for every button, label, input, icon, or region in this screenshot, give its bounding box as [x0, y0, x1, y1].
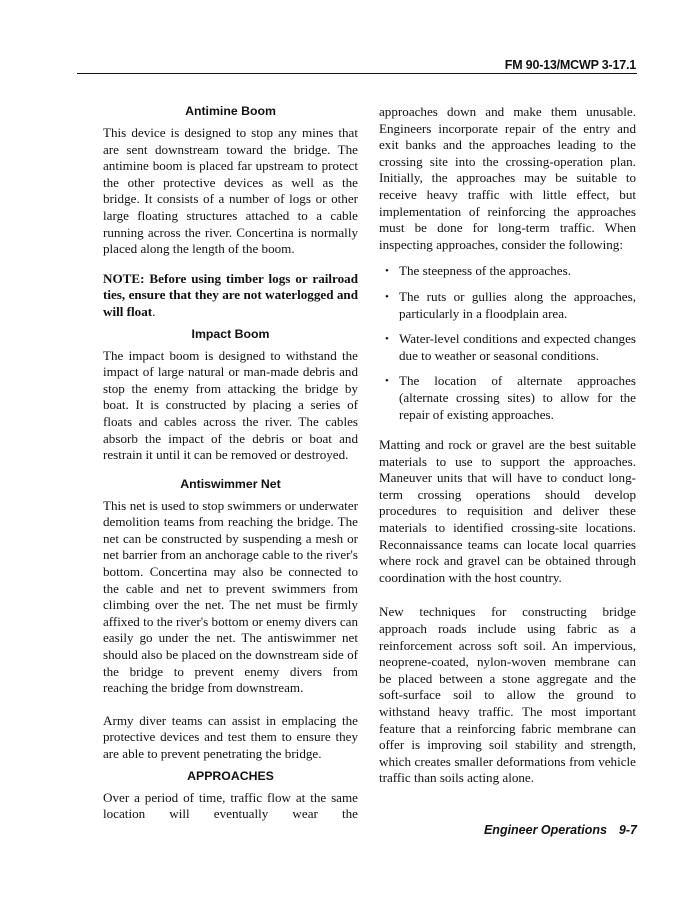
right-column — [379, 104, 636, 800]
list-item: • The ruts or gullies along the approaches, particularly in a floodplain area. — [385, 288, 636, 321]
paragraph-approaches-continued: approaches down and make them unusable. Engineers incorporate repair of the entry and exit banks and the approaches leading to the crossing site into the crossing-operation plan. Initially, the approaches may be suitable to receive heavy traffic with little effect, but implementation of reinforcing the approaches must be done for long-term traffic. When inspecting approaches, consider the following: — [379, 104, 636, 252]
heading-antimine-boom: Antimine Boom — [185, 104, 276, 118]
note-text: NOTE: Before using timber logs or railroad ties, ensure that they are not waterlogged and will float — [103, 270, 358, 319]
paragraph-new-techniques: New techniques for constructing bridge approach roads include using fabric as a reinforcement across soft soil. An impervious, neoprene-coated, nylon-woven membrane can be placed between a stone aggregate and the soft-surface soil to allow the ground to withstand heavy traffic. The most important feature that a reinforcing fabric membrane can offer is improving soil stability and strength, which creates smaller deformations from vehicle traffic than soils acting alone. — [379, 604, 636, 786]
paragraph-impact-boom: The impact boom is designed to withstand the impact of large natural or man-made debris and stop the enemy from attacking the bridge by boat. It is constructed by placing a series of floats and cables across the river. The cables absorb the impact of the debris or boat and restrain it until it can be removed or destroyed. — [103, 347, 358, 463]
paragraph-antiswimmer-net: This net is used to stop swimmers or underwater demolition teams from reaching the bridge. The net can be constructed by suspending a mesh or net barrier from an anchorage cable to the river's bottom. Concertina may also be connected to the cable and net to prevent swimmers from climbing over the net. The net must be firmly affixed to the river's bottom or enemy divers can easily go under the net. The antiswimmer net should also be placed on the downstream side of the bridge to prevent enemy divers from reaching the bridge from downstream. — [103, 497, 358, 696]
note-end: . — [152, 303, 156, 319]
bullet-icon: • — [385, 290, 389, 303]
page-footer — [484, 823, 637, 837]
bullet-icon: • — [385, 333, 389, 346]
bullet-icon: • — [385, 375, 389, 388]
heading-approaches: APPROACHES — [187, 768, 274, 783]
inspection-considerations-list — [379, 263, 636, 423]
header-rule-divider — [77, 73, 637, 74]
list-item: • The location of alternate approaches (alternate crossing sites) to allow for the repair of existing approaches. — [385, 373, 636, 422]
list-item: • The steepness of the approaches. — [385, 263, 571, 279]
paragraph-matting: Matting and rock or gravel are the best suitable materials to use to support the approaches. Maneuver units that will have to conduct long-term crossing operations should develop procedures to requisition and deliver these materials to identified crossing-site locations. Reconnaissance teams can locate local quarries where rock and gravel can be obtained through coordination with the host country. — [379, 437, 636, 585]
note-timber-logs — [103, 271, 358, 321]
footer-section-title: Engineer Operations — [483, 823, 607, 837]
page-number: 9-7 — [618, 823, 637, 837]
heading-antiswimmer-net: Antiswimmer Net — [180, 476, 281, 491]
heading-impact-boom: Impact Boom — [191, 326, 270, 341]
paragraph-antimine-boom: This device is designed to stop any mines that are sent downstream toward the bridge. The antimine boom is placed far upstream to protect the other protective devices as well as the bridge. It consists of a number of logs or other large floating structures attached to a cable running across the river. Concertina is normally placed along the length of the boom. — [103, 125, 358, 257]
paragraph-approaches-start: Over a period of time, traffic flow at the same location will eventually wear the — [103, 789, 358, 822]
bullet-icon: • — [385, 265, 389, 278]
paragraph-army-divers: Army diver teams can assist in emplacing the protective devices and test them to ensure they are able to prevent penetrating the bridge. — [103, 712, 358, 761]
list-item: • Water-level conditions and expected changes due to weather or seasonal conditions. — [385, 331, 636, 363]
document-header-title: FM 90-13/MCWP 3-17.1 — [504, 58, 636, 72]
left-column — [103, 104, 358, 836]
